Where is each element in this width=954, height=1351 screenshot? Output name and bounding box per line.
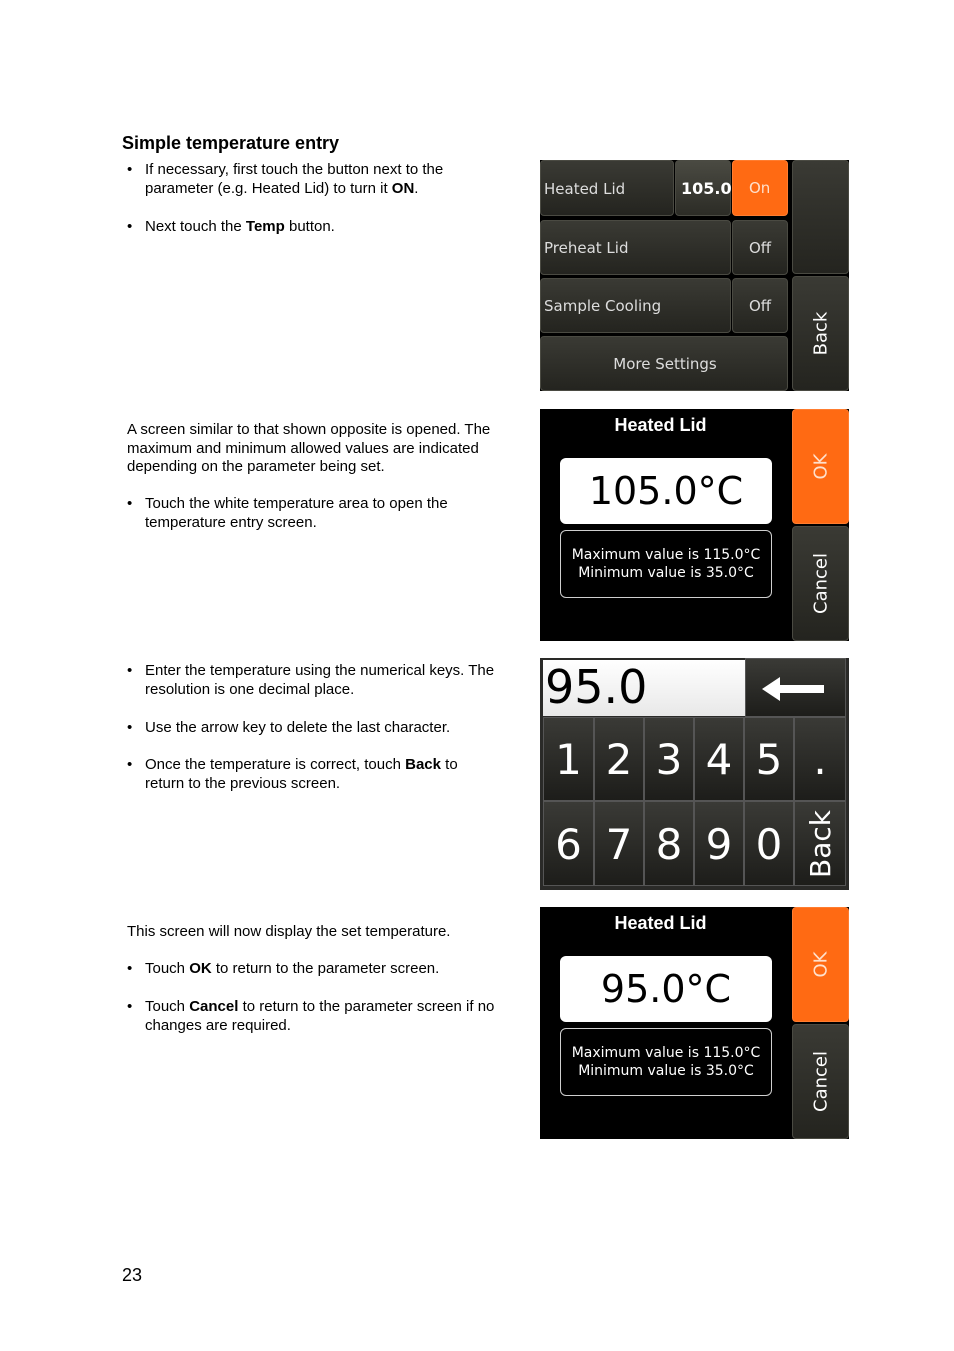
preheat-lid-toggle[interactable] — [732, 220, 788, 275]
key-0[interactable]: 0 — [744, 801, 794, 886]
screen-title: Heated Lid — [614, 415, 707, 435]
ok-button[interactable] — [792, 409, 849, 524]
backspace-key[interactable] — [745, 658, 846, 717]
max-value-text: Maximum value is 115.0°C — [571, 547, 761, 563]
cancel-button[interactable] — [792, 1024, 849, 1139]
bullet-turn-on: • If necessary, first touch the button next to the parameter (e.g. Heated Lid) to turn it ON. — [127, 161, 444, 197]
key-9[interactable]: 9 — [694, 801, 744, 886]
key-5[interactable]: 5 — [744, 717, 794, 801]
more-settings-label: More Settings — [613, 355, 717, 373]
section-heading: Simple temperature entry — [122, 133, 340, 153]
key-4[interactable]: 4 — [694, 717, 744, 801]
key-7[interactable]: 7 — [594, 801, 644, 886]
left-arrow-icon — [762, 674, 832, 704]
cancel-label: Cancel — [810, 1051, 832, 1112]
intro-paragraph: A screen similar to that shown opposite is opened. The maximum and minimum allowed values are indicated depending on the parameter being set. — [127, 421, 491, 475]
min-value-text: Minimum value is 35.0°C — [578, 565, 754, 581]
heated-lid-screen-updated — [540, 907, 849, 1139]
keypad-screen — [540, 658, 849, 890]
cancel-button[interactable] — [792, 526, 849, 641]
bullet-touch-white-area: • Touch the white temperature area to open the temperature entry screen. — [127, 495, 448, 531]
heated-lid-label: Heated Lid — [544, 180, 626, 198]
ok-label: OK — [810, 453, 832, 480]
set-temp-paragraph: This screen will now display the set temperature. — [127, 923, 451, 940]
blank-side-button — [792, 160, 849, 274]
temperature-value-field[interactable]: 95.0°C — [560, 956, 772, 1022]
limits-box — [560, 1028, 772, 1096]
back-label: Back — [810, 311, 832, 356]
min-value-text: Minimum value is 35.0°C — [578, 1063, 754, 1079]
heated-lid-button[interactable] — [540, 160, 674, 216]
key-1[interactable]: 1 — [543, 717, 594, 801]
sample-cooling-button[interactable] — [540, 278, 731, 333]
key-8[interactable]: 8 — [644, 801, 694, 886]
heated-lid-toggle[interactable] — [732, 160, 788, 216]
back-button[interactable] — [792, 276, 849, 391]
keypad-back-key[interactable] — [794, 801, 846, 886]
key-6[interactable]: 6 — [543, 801, 594, 886]
temperature-input-display[interactable]: 95.0 — [543, 660, 745, 716]
sample-cooling-state: Off — [749, 297, 772, 315]
heated-lid-screen-initial — [540, 409, 849, 641]
heated-lid-state: On — [749, 179, 771, 197]
preheat-lid-button[interactable] — [540, 220, 731, 275]
page-number: 23 — [122, 1265, 143, 1285]
heated-lid-temp-value: 105.0 — [681, 179, 732, 198]
bullet-touch-ok: • Touch OK to return to the parameter screen. — [127, 960, 440, 977]
temperature-value-field[interactable]: 105.0°C — [560, 458, 772, 524]
preheat-lid-state: Off — [749, 239, 772, 257]
bullet-arrow-key: • Use the arrow key to delete the last character. — [127, 719, 451, 736]
key-decimal[interactable]: . — [794, 717, 846, 801]
bullet-touch-back: • Once the temperature is correct, touch Back to return to the previous screen. — [127, 756, 458, 792]
bullet-touch-cancel: • Touch Cancel to return to the parameter screen if no changes are required. — [127, 998, 495, 1034]
bullet-enter-temp: • Enter the temperature using the numerical keys. The resolution is one decimal place. — [127, 662, 495, 698]
key-2[interactable]: 2 — [594, 717, 644, 801]
keypad-back-label: Back — [804, 810, 837, 878]
sample-cooling-label: Sample Cooling — [544, 297, 662, 315]
ok-label: OK — [810, 951, 832, 978]
ok-button[interactable] — [792, 907, 849, 1022]
key-3[interactable]: 3 — [644, 717, 694, 801]
sample-cooling-toggle[interactable] — [732, 278, 788, 333]
cancel-label: Cancel — [810, 553, 832, 614]
screen-title: Heated Lid — [614, 913, 707, 933]
heated-lid-temp-button[interactable] — [675, 160, 731, 216]
bullet-touch-temp: • Next touch the Temp button. — [127, 218, 335, 235]
limits-box — [560, 530, 772, 598]
parameter-screen — [540, 160, 849, 391]
preheat-lid-label: Preheat Lid — [544, 239, 629, 257]
max-value-text: Maximum value is 115.0°C — [571, 1045, 761, 1061]
more-settings-button[interactable] — [540, 336, 788, 391]
